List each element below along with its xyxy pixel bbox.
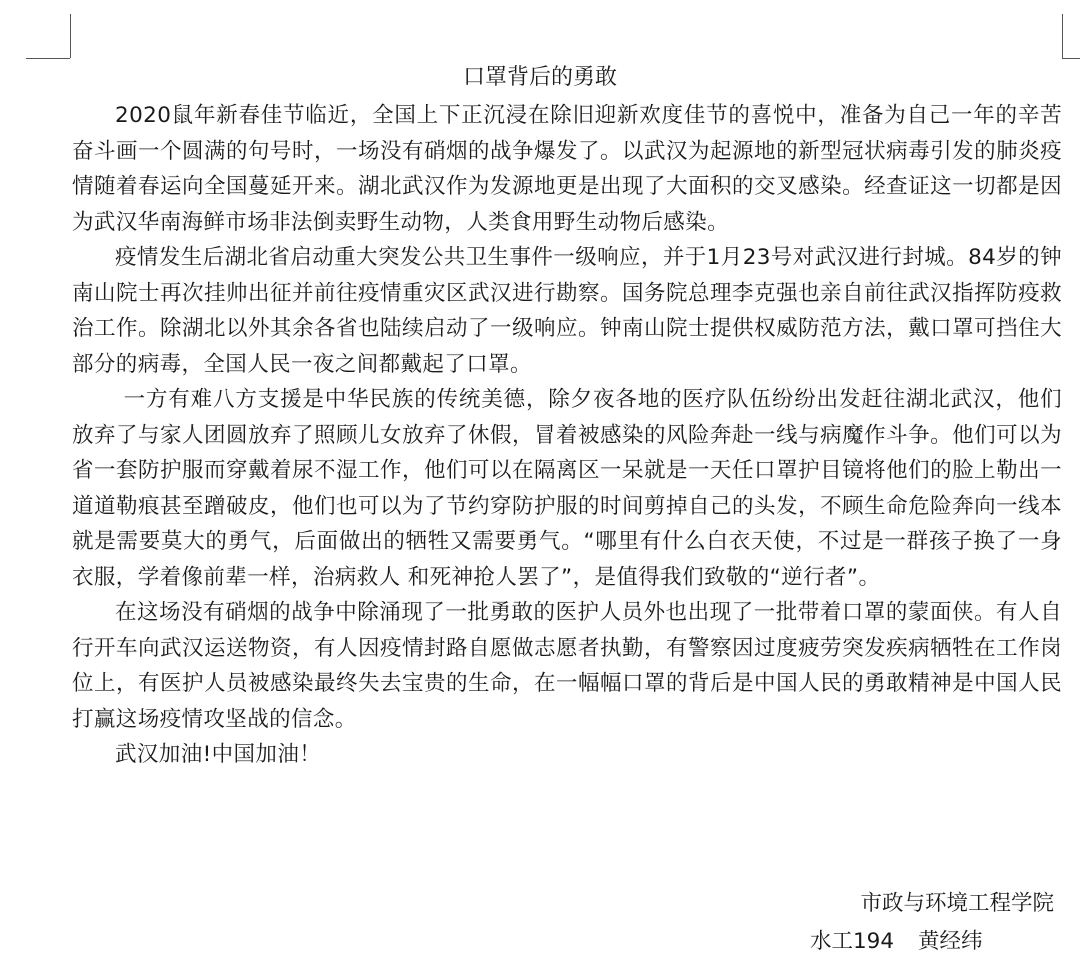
paragraph: 2020鼠年新春佳节临近，全国上下正沉浸在除旧迎新欢度佳节的喜悦中，准备为自己一年的辛苦奋斗画一个圆满的句号时，一场没有硝烟的战争爆发了。以武汉为起源地的新型冠状病毒引发的肺炎疫情随着春运向全国蔓延开来。湖北武汉作为发源地更是出现了大面积的交叉感染。经查证这一切都是因为武汉华南海鲜市场非法倒卖野生动物，人类食用野生动物后感染。 xyxy=(72,103,1062,235)
signature-class: 水工194 xyxy=(810,929,895,954)
crop-mark-top-left xyxy=(70,14,71,58)
crop-mark-top-right xyxy=(1062,14,1063,58)
crop-mark-top-right xyxy=(1062,58,1080,59)
paragraph: 在这场没有硝烟的战争中除涌现了一批勇敢的医护人员外也出现了一批带着口罩的蒙面侠。有人自行开车向武汉运送物资，有人因疫情封路自愿做志愿者执勤，有警察因过度疲劳突发疾病牺牲在工作岗位上，有医护人员被感染最终失去宝贵的生命，在一幅幅口罩的背后是中国人民的勇敢精神是中国人民打赢这场疫情攻坚战的信念。 xyxy=(72,600,1062,732)
paragraph: 疫情发生后湖北省启动重大突发公共卫生事件一级响应，并于1月23号对武汉进行封城。84岁的钟南山院士再次挂帅出征并前往疫情重灾区武汉进行勘察。国务院总理李克强也亲自前往武汉指挥防疫救治工作。除湖北以外其余各省也陆续启动了一级响应。钟南山院士提供权威防范方法，戴口罩可挡住大部分的病毒，全国人民一夜之间都戴起了口罩。 xyxy=(72,245,1062,377)
document-title: 口罩背后的勇敢 xyxy=(462,65,617,90)
paragraph: 武汉加油!中国加油！ xyxy=(115,742,322,767)
paragraph: 一方有难八方支援是中华民族的传统美德，除夕夜各地的医疗队伍纷纷出发赶往湖北武汉，他们放弃了与家人团圆放弃了照顾儿女放弃了休假，冒着被感染的风险奔赴一线与病魔作斗争。他们可以为省一套防护服而穿戴着尿不湿工作，他们可以在隔离区一呆就是一天任口罩护目镜将他们的脸上勒出一道道勒痕甚至蹭破皮，他们也可以为了节约穿防护服的时间剪掉自己的头发，不顾生命危险奔向一线本就是需要莫大的勇气，后面做出的牺牲又需要勇气。“哪里有什么白衣天使，不过是一群孩子换了一身衣服，学着像前辈一样，治病救人 和死神抢人罢了”，是值得我们致敬的“逆行者”。 xyxy=(72,387,1062,590)
signature-author: 黄经纬 xyxy=(918,929,983,954)
document-body xyxy=(72,98,1062,773)
crop-mark-top-left xyxy=(26,58,70,59)
signature-line xyxy=(810,926,983,958)
signature-organization: 市政与环境工程学院 xyxy=(860,891,1054,916)
